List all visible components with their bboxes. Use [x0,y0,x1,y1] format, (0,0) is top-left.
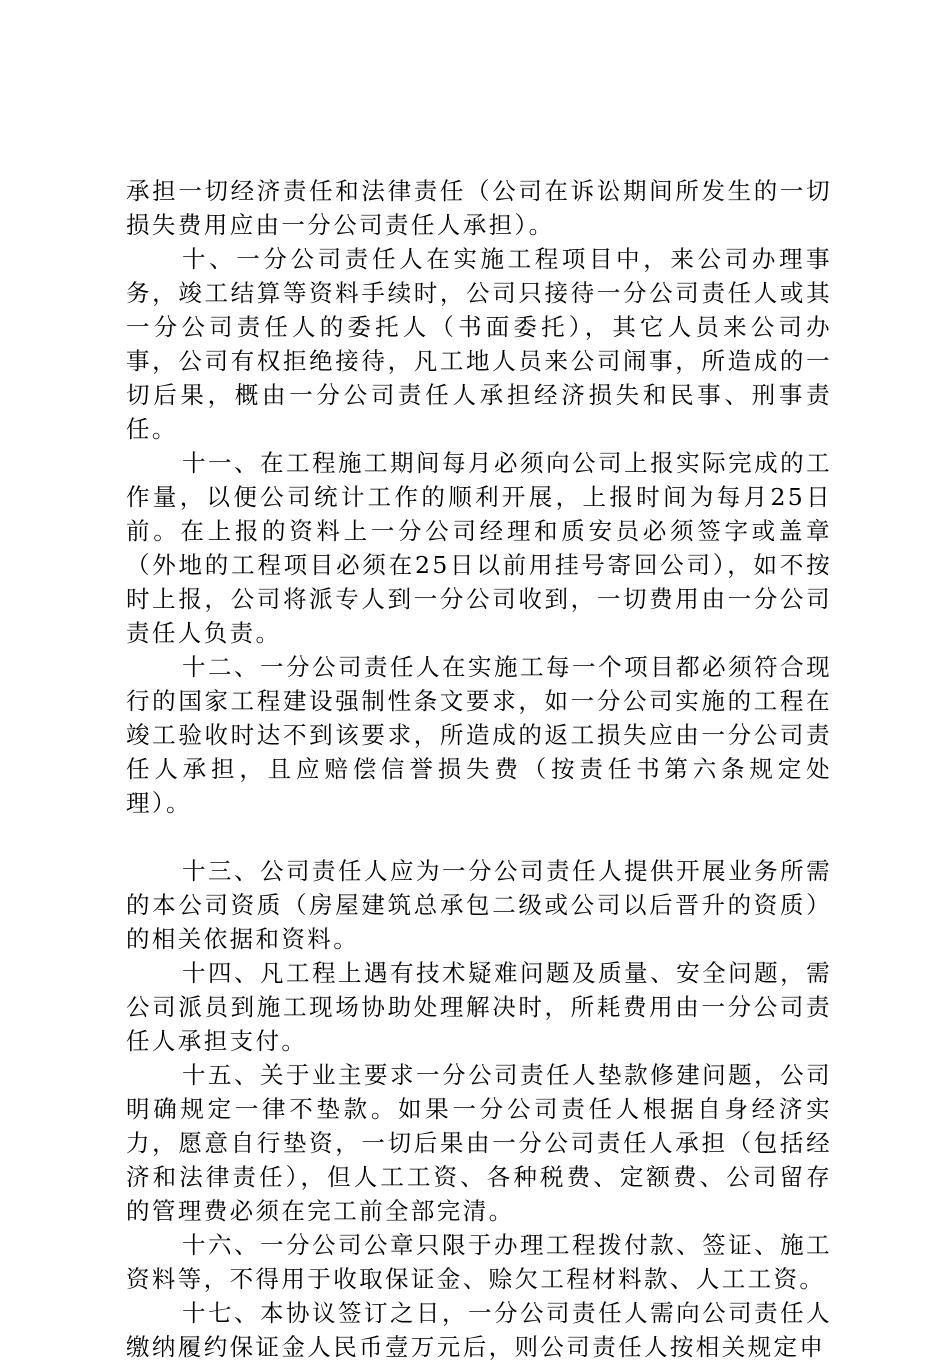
paragraph-clause-17: 十七、本协议签订之日，一分公司责任人需向公司责任人缴纳履约保证金人民币壹万元后，则公司责任人按相关规定申 [126,1299,832,1361]
paragraph-clause-14: 十四、凡工程上遇有技术疑难问题及质量、安全问题，需公司派员到施工现场协助处理解决时，所耗费用由一分公司责任人承担支付。 [126,959,832,1055]
paragraph-spacer [126,820,832,854]
paragraph-clause-11: 十一、在工程施工期间每月必须向公司上报实际完成的工作量，以便公司统计工作的顺利开展，上报时间为每月25日前。在上报的资料上一分公司经理和质安员必须签字或盖章（外地的工程项目必须在25日以前用挂号寄回公司），如不按时上报，公司将派专人到一分公司收到，一切费用由一分公司责任人负责。 [126,449,832,647]
paragraph-clause-13: 十三、公司责任人应为一分公司责任人提供开展业务所需的本公司资质（房屋建筑总承包二级或公司以后晋升的资质）的相关依据和资料。 [126,857,832,953]
paragraph-clause-16: 十六、一分公司公章只限于办理工程拨付款、签证、施工资料等，不得用于收取保证金、赊欠工程材料款、人工工资。 [126,1231,832,1293]
paragraph-clause-15: 十五、关于业主要求一分公司责任人垫款修建问题，公司明确规定一律不垫款。如果一分公司责任人根据自身经济实力，愿意自行垫资，一切后果由一分公司责任人承担（包括经济和法律责任），但人工工资、各种税费、定额费、公司留存的管理费必须在完工前全部完清。 [126,1061,832,1225]
paragraph-clause-10: 十、一分公司责任人在实施工程项目中，来公司办理事务，竣工结算等资料手续时，公司只接待一分公司责任人或其一分公司责任人的委托人（书面委托），其它人员来公司办事，公司有权拒绝接待，凡工地人员来公司闹事，所造成的一切后果，概由一分公司责任人承担经济损失和民事、刑事责任。 [126,245,832,443]
paragraph-clause-12: 十二、一分公司责任人在实施工每一个项目都必须符合现行的国家工程建设强制性条文要求，如一分公司实施的工程在竣工验收时达不到该要求，所造成的返工损失应由一分公司责任人承担，且应赔偿信誉损失费（按责任书第六条规定处理）。 [126,653,832,817]
document-page [126,174,832,1364]
paragraph-continued: 承担一切经济责任和法律责任（公司在诉讼期间所发生的一切损失费用应由一分公司责任人承担）。 [126,177,832,239]
